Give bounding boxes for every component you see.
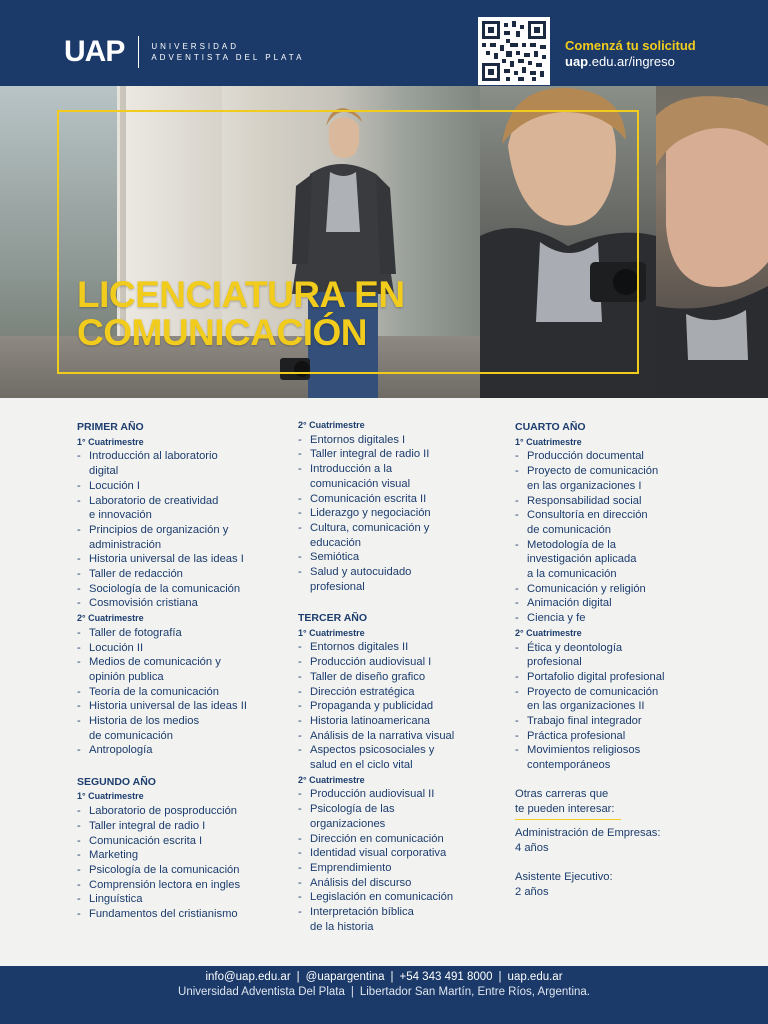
subject-item [77,878,277,893]
subject-line: Responsabilidad social [527,494,642,507]
subject-item [515,508,705,537]
year-title-cuarto: CUARTO AÑO [515,421,586,433]
semester-label: 2° Cuatrimestre [298,420,365,430]
subject-item [515,685,705,714]
subject-item [515,714,705,729]
subject-item [298,640,498,655]
subject-line: Historia latinoamericana [310,714,431,727]
subject-line: Proyecto de comunicación [527,465,659,478]
semester-label: 1° Cuatrimestre [77,436,144,447]
year-title-segundo: SEGUNDO AÑO [77,775,156,788]
subject-line: profesional [310,580,365,593]
subject-line: profesional [527,656,582,669]
subject-item [77,743,277,758]
subject-line: Historia universal de las ideas I [89,553,244,566]
logo-line-2: ADVENTISTA DEL PLATA [151,53,305,62]
subject-line: Interpretación bíblica [310,906,414,919]
program-title [77,276,405,352]
subject-item [77,699,277,714]
subject-line: Legislación en comunicación [310,891,454,904]
subject-item [77,523,277,552]
subject-line: Metodología de la [527,538,616,551]
footer-separator: | [498,971,502,983]
subject-item [77,863,277,878]
subject-item [515,596,705,611]
subject-item [298,890,498,905]
footer-web-link[interactable]: uap.edu.ar [507,971,563,983]
hero-banner [0,86,768,398]
subject-item [298,905,498,934]
footer-address-line [0,985,768,999]
subject-line: Principios de organización y [89,523,229,536]
subject-list [298,787,498,934]
subject-item [77,641,277,656]
subject-item [298,462,498,491]
subject-line: Proyecto de comunicación [527,685,659,698]
subject-line: de la historia [310,920,374,933]
subject-item [77,479,277,494]
subject-line: Producción audiovisual I [310,656,432,669]
subject-line: Linguística [89,893,143,906]
subject-item [298,876,498,891]
other-careers-title-line-2: te pueden interesar: [515,803,615,816]
subject-item [298,521,498,550]
semester-label: 2° Cuatrimestre [515,627,582,638]
subject-item [298,670,498,685]
subject-line: Comunicación escrita I [89,834,203,847]
subject-line: Ciencia y fe [527,612,586,625]
subject-line: Cosmovisión cristiana [89,597,198,610]
other-careers-title [515,787,705,816]
subject-line: Comunicación y religión [527,582,646,595]
qr-code-graphic [482,21,546,81]
subject-line: de comunicación [89,729,173,742]
subject-line: Medios de comunicación y [89,656,221,669]
subject-line: de comunicación [527,523,611,536]
subject-item [298,802,498,831]
subject-list [298,640,498,772]
subject-line: Propaganda y publicidad [310,700,434,713]
subject-line: opinión publica [89,670,164,683]
subject-item [77,819,277,834]
other-career-name: Administración de Empresas: [515,827,661,840]
subject-line: salud en el ciclo vital [310,759,413,772]
subject-item [298,714,498,729]
subject-item [298,550,498,565]
subject-item [515,611,705,626]
subject-line: en las organizaciones I [527,479,642,492]
subject-item [298,787,498,802]
subject-line: Aspectos psicosociales y [310,744,435,757]
subject-line: Marketing [89,849,139,862]
subject-line: en las organizaciones II [527,700,645,713]
subject-line: Taller de redacción [89,568,183,581]
subject-line: contemporáneos [527,759,611,772]
subject-item [77,552,277,567]
subject-item [77,848,277,863]
subject-line: Teoría de la comunicación [89,685,219,698]
subject-item [77,804,277,819]
subject-line: Trabajo final integrador [527,715,642,728]
subject-line: Portafolio digital profesional [527,670,665,683]
semester-label: 1° Cuatrimestre [77,791,144,802]
subject-line: comunicación visual [310,477,411,490]
subject-line: Análisis del discurso [310,876,412,889]
footer-phone[interactable]: +54 343 491 8000 [399,971,493,983]
subject-line: Ética y deontología [527,641,623,654]
subject-item [298,729,498,744]
subject-item [77,494,277,523]
other-careers-title-line-1: Otras carreras que [515,788,609,801]
semester-label: 1° Cuatrimestre [515,436,582,447]
subject-item [298,565,498,594]
footer-contact-line [0,970,768,984]
footer-separator: | [296,971,300,983]
subject-item [515,641,705,670]
subject-item [515,538,705,582]
subject-line: Entornos digitales I [310,433,406,446]
subject-item [298,743,498,772]
other-career-duration: 2 años [515,886,549,899]
subject-line: Salud y autocuidado [310,566,412,579]
subject-line: Historia de los medios [89,715,200,728]
cta-url-link[interactable] [565,54,696,70]
other-career-name: Asistente Ejecutivo: [515,871,613,884]
subject-line: Dirección en comunicación [310,832,444,845]
subject-item [515,449,705,464]
subject-line: Animación digital [527,597,612,610]
subject-item [298,433,498,448]
subject-line: Consultoría en dirección [527,509,648,522]
subject-line: Análisis de la narrativa visual [310,729,455,742]
subject-item [77,626,277,641]
footer-bar [0,966,768,1024]
logo-line-1: UNIVERSIDAD [151,42,240,51]
subject-item [298,447,498,462]
subject-item [77,892,277,907]
subject-line: Comunicación escrita II [310,492,427,505]
subject-item [77,567,277,582]
semester-label: 2° Cuatrimestre [298,774,365,785]
subject-line: Comprensión lectora en ingles [89,878,241,891]
subject-item [77,685,277,700]
subject-line: Fundamentos del cristianismo [89,908,238,921]
subject-item [298,685,498,700]
subject-item [298,846,498,861]
logo-mark: UAP [64,35,125,68]
subject-line: Semiótica [310,551,360,564]
other-career-item[interactable] [515,826,705,855]
section-spacer [77,758,277,773]
year-title-tercer: TERCER AÑO [298,612,368,625]
cta-title: Comenzá tu solicitud [565,38,696,53]
subject-list [515,641,705,773]
subject-list [77,449,277,611]
subject-item [77,596,277,611]
subject-line: Producción documental [527,450,644,463]
section-spacer [515,773,705,788]
logo-divider [138,36,139,68]
subject-line: Introducción a la [310,463,393,476]
subject-line: Sociología de la comunicación [89,582,241,595]
application-cta[interactable] [565,38,696,70]
subject-item [298,832,498,847]
subject-item [298,506,498,521]
subject-line: Locución II [89,641,144,654]
other-career-duration: 4 años [515,842,549,855]
subject-item [515,494,705,509]
semester-label: 2° Cuatrimestre [77,613,144,624]
curriculum-column-1 [77,418,277,922]
subject-list [515,449,705,625]
subject-line: Práctica profesional [527,729,626,742]
subject-line: Laboratorio de posproducción [89,805,238,818]
curriculum-column-2 [298,418,498,935]
subject-item [298,861,498,876]
subject-line: Psicología de las [310,803,395,816]
subject-line: Laboratorio de creatividad [89,494,219,507]
subject-item [515,582,705,597]
student-closeup-graphic [656,86,768,398]
subject-item [515,464,705,493]
subject-line: Taller integral de radio II [310,448,430,461]
cta-url-bold: uap [565,54,589,69]
subject-item [77,655,277,684]
subject-line: a la comunicación [527,568,617,581]
subject-item [77,907,277,922]
subject-line: Cultura, comunicación y [310,521,430,534]
cta-url-rest: .edu.ar/ingreso [588,54,675,69]
subject-item [77,714,277,743]
subject-line: Introducción al laboratorio [89,450,218,463]
subject-line: administración [89,538,162,551]
subject-item [77,582,277,597]
subject-line: investigación aplicada [527,553,637,566]
subject-line: Entornos digitales II [310,641,409,654]
gold-divider [515,819,621,821]
subject-item [298,492,498,507]
subject-line: e innovación [89,509,152,522]
subject-line: educación [310,536,362,549]
logo-wordmark [151,41,304,63]
semester-label: 1° Cuatrimestre [298,627,365,638]
subject-line: Locución I [89,479,140,492]
subject-line: Liderazgo y negociación [310,507,431,520]
subject-line: Historia universal de las ideas II [89,700,247,713]
subject-line: Antropología [89,744,153,757]
subject-line: Taller integral de radio I [89,819,206,832]
program-title-line-1: LICENCIATURA EN [77,274,405,315]
footer-address: Libertador San Martín, Entre Ríos, Argentina. [359,986,590,998]
footer-social-link[interactable]: @uapargentina [305,971,385,983]
program-title-line-2: COMUNICACIÓN [77,312,367,353]
subject-line: Taller de diseño grafico [310,670,426,683]
subject-line: Movimientos religiosos [527,744,641,757]
subject-item [515,743,705,772]
subject-line: Taller de fotografía [89,626,182,639]
student-closeup-image [656,86,768,398]
subject-line: Emprendimiento [310,861,392,874]
footer-email-link[interactable]: info@uap.edu.ar [205,971,291,983]
subject-item [298,699,498,714]
footer-separator: | [390,971,394,983]
subject-line: Dirección estratégica [310,685,415,698]
subject-line: Psicología de la comunicación [89,863,240,876]
subject-line: Producción audiovisual II [310,788,435,801]
year-title-primer: PRIMER AÑO [77,421,144,433]
header-bar [0,0,768,86]
other-career-item[interactable] [515,870,705,899]
subject-item [298,655,498,670]
subject-item [77,834,277,849]
curriculum-column-3 [515,418,705,915]
footer-institution: Universidad Adventista Del Plata [178,986,345,998]
subject-list [77,804,277,922]
subject-line: digital [89,465,119,478]
subject-item [515,670,705,685]
subject-item [515,729,705,744]
uap-logo[interactable] [64,36,304,68]
subject-item [77,449,277,478]
section-spacer [298,594,498,609]
subject-list [298,433,498,595]
subject-line: Identidad visual corporativa [310,847,447,860]
qr-code-icon[interactable] [478,17,550,85]
subject-line: organizaciones [310,817,386,830]
subject-list [77,626,277,758]
footer-separator: | [350,986,354,998]
